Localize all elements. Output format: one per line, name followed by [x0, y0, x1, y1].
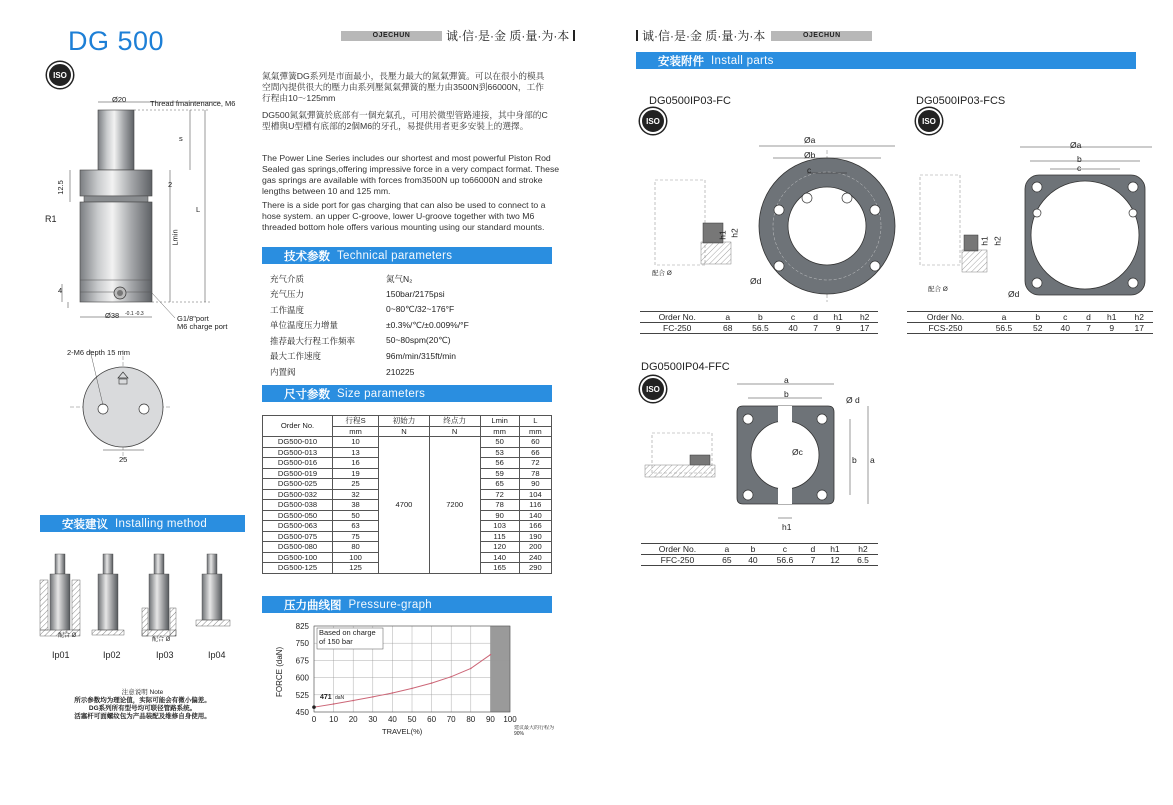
- cell: 68: [714, 323, 741, 334]
- tech-params-header: [262, 247, 552, 264]
- cell: 80: [333, 542, 379, 553]
- cell: 40: [780, 323, 807, 334]
- param-value: 210225: [386, 366, 415, 377]
- label-g18: G1/8"port: [177, 314, 209, 323]
- ffc-label-a-side: a: [870, 455, 875, 465]
- chart-start-label: 471: [320, 694, 332, 702]
- cell: d: [1079, 312, 1098, 323]
- cell: h1: [825, 312, 852, 323]
- ffc-label-a: a: [784, 375, 789, 385]
- install-hole-label-1: 配合 Ø: [58, 633, 77, 639]
- cell: b: [741, 312, 780, 323]
- chart-y-tick: 750: [295, 639, 309, 649]
- unit: mm: [519, 426, 551, 437]
- cell: a: [714, 544, 740, 555]
- ffc-order-table: [641, 543, 878, 566]
- note-block: [40, 689, 245, 721]
- param-key: 充气压力: [270, 289, 305, 300]
- cell: 240: [519, 552, 551, 563]
- cell: DG500-080: [263, 542, 333, 553]
- right-slogan-divider: [636, 30, 638, 41]
- param-key: 内置阀: [270, 366, 296, 377]
- cell: 78: [519, 468, 551, 479]
- fcs-label-a: Øa: [1070, 140, 1082, 150]
- page-title: DG 500: [68, 26, 165, 56]
- chart-x-tick: 20: [348, 715, 358, 724]
- cell: 50: [480, 437, 519, 448]
- label-dia38: Ø38: [105, 311, 120, 320]
- install-parts-header-en: Install parts: [711, 54, 774, 67]
- label-s: s: [179, 134, 183, 143]
- chart-y-tick: 825: [295, 622, 309, 631]
- cell: 166: [519, 521, 551, 532]
- cell: 120: [480, 542, 519, 553]
- cell: 19: [333, 468, 379, 479]
- right-slogan-text: 诚·信·是·金 质·量·为·本: [642, 29, 766, 43]
- cell: 56.6: [766, 555, 804, 566]
- col-l: L: [519, 416, 551, 427]
- pressure-graph-header: [262, 596, 552, 613]
- label-lmin: Lmin: [170, 229, 180, 246]
- install-method-header-cn: 安装建议: [62, 518, 108, 531]
- fc-label-hole: 配合 Ø: [652, 270, 672, 277]
- cell: 32: [333, 489, 379, 500]
- chart-y-tick: 525: [295, 690, 309, 700]
- desc-cn-1: 氮氣彈簧DG系列是市面最小，長壓力最大的氮氣彈簧。可以在很小的模具空間內提供很大的壓力由系列壓氮氣彈簧的壓力由3500N到66000N，工作行程由10～125mm: [262, 71, 545, 103]
- cell: 16: [333, 458, 379, 469]
- ffc-table-header: [641, 544, 878, 555]
- cell: 75: [333, 531, 379, 542]
- param-value: 0~80℃/32~176°F: [386, 304, 455, 315]
- fc-order-table: [640, 311, 878, 334]
- param-row: [270, 271, 469, 287]
- iso-badge: ISO: [47, 62, 73, 88]
- cell: FCS-250: [907, 323, 984, 334]
- gas-spring-drawing: [40, 92, 255, 332]
- cell: 115: [480, 531, 519, 542]
- desc-cn-2: DG500氮氣彈簧於底部有一個充氣孔，可用於微型管路連接，其中身部的C型槽與U型槽有底部的2個M6的牙孔，易提供用者更多安裝上的選擇。: [262, 110, 548, 131]
- label-125: 12.5: [55, 180, 65, 195]
- param-value: ±0.3%/℃/±0.009%/°F: [386, 319, 469, 330]
- ffc-title: DG0500IP04-FFC: [641, 361, 730, 373]
- cell: 7: [804, 555, 822, 566]
- cell: 9: [825, 323, 852, 334]
- chart-x-label: TRAVEL(%): [382, 727, 423, 736]
- label-2: 2: [168, 180, 173, 189]
- cell: d: [804, 544, 822, 555]
- param-row: [270, 364, 469, 380]
- label-l: L: [196, 205, 201, 214]
- cell: 125: [333, 563, 379, 574]
- unit: mm: [333, 426, 379, 437]
- fcs-title: DG0500IP03-FCS: [916, 95, 1006, 107]
- param-row: [270, 349, 469, 365]
- cell: 200: [519, 542, 551, 553]
- cell: 90: [519, 479, 551, 490]
- chart-y-tick: 450: [295, 708, 309, 717]
- chart-x-tick: 30: [368, 715, 378, 724]
- size-table-body: [263, 437, 552, 574]
- label-thread: Thread fmaintenance, M6: [150, 99, 236, 108]
- cell: 90: [480, 510, 519, 521]
- unit: N: [379, 426, 430, 437]
- ffc-label-b: b: [784, 389, 789, 399]
- install-ip02: Ip02: [103, 650, 121, 660]
- chart-annotation: [319, 629, 383, 651]
- cell: DG500-075: [263, 531, 333, 542]
- cell: h1: [822, 544, 848, 555]
- tech-params-header-cn: 技术参数: [284, 250, 330, 263]
- cell: 165: [480, 563, 519, 574]
- cell: DG500-010: [263, 437, 333, 448]
- right-brand-logo: OJECHUN: [771, 31, 872, 41]
- chart-x-tick: 10: [329, 715, 339, 724]
- param-value: 150bar/2175psi: [386, 289, 445, 300]
- right-slogan-bar: [636, 30, 872, 41]
- cell: DG500-019: [263, 468, 333, 479]
- cell: 72: [480, 489, 519, 500]
- cell: 13: [333, 447, 379, 458]
- bottom-view-drawing: [60, 350, 180, 460]
- label-tolerance: -0.1 -0.3: [125, 311, 144, 317]
- param-value: 50~80spm(20℃): [386, 335, 451, 346]
- fcs-label-b: b: [1077, 154, 1082, 164]
- cell: 52: [1024, 323, 1051, 334]
- cell: FFC-250: [641, 555, 714, 566]
- cell: h2: [1125, 312, 1153, 323]
- pressure-graph-header-en: Pressure-graph: [348, 598, 432, 611]
- chart-data-point: [352, 700, 354, 702]
- cell: a: [984, 312, 1024, 323]
- size-table-row: [263, 437, 552, 448]
- slogan-text: 诚·信·是·金 质·量·为·本: [446, 29, 570, 43]
- cell: h2: [851, 312, 878, 323]
- cell: 56.5: [984, 323, 1024, 334]
- cell: 25: [333, 479, 379, 490]
- chart-data-point: [490, 654, 492, 656]
- param-value: 氮气N₂: [386, 273, 413, 284]
- chart-x-tick: 60: [427, 715, 437, 724]
- size-table-header: [263, 416, 552, 427]
- cell: h1: [1098, 312, 1125, 323]
- tech-params-header-en: Technical parameters: [337, 249, 453, 262]
- desc-en-2: There is a side port for gas charging that can also be used to connect to a hose system. an upper C-groove, lower U-groove together with two M6 threaded bottom hole offers various mounting using our standard mounts.: [262, 200, 546, 232]
- label-dia20: Ø20: [112, 95, 127, 104]
- fc-label-c: c: [807, 165, 812, 175]
- install-methods-drawing: [36, 548, 246, 643]
- cell: 78: [480, 500, 519, 511]
- label-m6-depth: 2-M6 depth 15 mm: [67, 348, 130, 357]
- fcs-label-h2: h2: [992, 236, 1003, 246]
- note-line: 活塞杆可面螺纹包为产品装配及维修自身使用。: [74, 713, 211, 720]
- fc-table-header: [640, 312, 878, 323]
- note-title: 注意说明 Note: [121, 689, 164, 696]
- cell: 40: [1051, 323, 1078, 334]
- fc-flange-drawing: [645, 130, 900, 310]
- chart-x-tick: 70: [446, 715, 456, 724]
- cell: 103: [480, 521, 519, 532]
- note-line: DG系列所有型号均可联径管路系统。: [88, 705, 197, 712]
- col-f-initial: 初始力: [379, 416, 430, 427]
- chart-data-point: [411, 688, 413, 690]
- cell: 10: [333, 437, 379, 448]
- install-method-header: [40, 515, 245, 532]
- cell: d: [806, 312, 824, 323]
- install-hole-label-3: 配合 Ø: [152, 637, 171, 643]
- cell: 116: [519, 500, 551, 511]
- fcs-order-table: [907, 311, 1153, 334]
- fcs-label-h1: h1: [979, 236, 990, 246]
- cell: DG500-063: [263, 521, 333, 532]
- chart-annotation-text: Based on charge of 150 bar: [319, 629, 376, 646]
- cell: 65: [480, 479, 519, 490]
- param-key: 推荐最大行程工作频率: [270, 335, 356, 346]
- chart-data-point: [470, 668, 472, 670]
- desc-en-1: The Power Line Series includes our shortest and most powerful Piston Rod Sealed gas springs,offering impressive force in a very compact format. These gas springs are available with forces from3500N up to66000N and stroke lengths between 10 and 125 mm.: [262, 153, 560, 196]
- cell: 63: [333, 521, 379, 532]
- cell: Order No.: [640, 312, 714, 323]
- chart-x-tick: 50: [407, 715, 417, 724]
- cell: DG500-025: [263, 479, 333, 490]
- cell: b: [1024, 312, 1051, 323]
- fc-label-a: Øa: [804, 135, 816, 145]
- ffc-table-row: [641, 555, 878, 566]
- chart-x-tick: 90: [485, 715, 495, 724]
- chart-x-tick: 80: [466, 715, 476, 724]
- label-m6-charge: M6 charge port: [177, 322, 228, 331]
- cell: DG500-032: [263, 489, 333, 500]
- param-row: [270, 302, 469, 318]
- chart-data-point: [450, 676, 452, 678]
- param-row: [270, 318, 469, 334]
- pressure-graph-header-cn: 压力曲线图: [284, 599, 342, 612]
- col-f-end: 终点力: [429, 416, 480, 427]
- chart-start-marker: [312, 705, 316, 709]
- cell: 7: [806, 323, 824, 334]
- param-value: 96m/min/315ft/min: [386, 351, 456, 362]
- cell: 56: [480, 458, 519, 469]
- cell: b: [740, 544, 766, 555]
- param-key: 工作温度: [270, 304, 305, 315]
- cell: 4700: [379, 437, 430, 574]
- cell: 140: [519, 510, 551, 521]
- chart-x-tick: 100: [503, 715, 517, 724]
- col-lmin: Lmin: [480, 416, 519, 427]
- install-parts-header: [636, 52, 1136, 69]
- chart-x-tick: 0: [311, 715, 317, 724]
- cell: DG500-125: [263, 563, 333, 574]
- slogan-divider: [573, 30, 575, 41]
- ffc-label-c: Øc: [792, 447, 803, 457]
- install-ip04: Ip04: [208, 650, 226, 660]
- cell: 290: [519, 563, 551, 574]
- chart-data-point: [431, 682, 433, 684]
- label-4: 4: [58, 286, 63, 295]
- cell: 66: [519, 447, 551, 458]
- chart-start-unit: daN: [335, 695, 345, 702]
- cell: h2: [848, 544, 878, 555]
- cell: 60: [519, 437, 551, 448]
- fc-title: DG0500IP03-FC: [649, 95, 731, 107]
- size-params-header: [262, 385, 552, 402]
- ffc-label-h1: h1: [782, 522, 792, 532]
- chart-x-tick: 40: [387, 715, 397, 724]
- cell: 50: [333, 510, 379, 521]
- cell: 59: [480, 468, 519, 479]
- fc-iso-badge: ISO: [640, 108, 666, 134]
- pressure-chart: [270, 618, 555, 743]
- cell: 40: [740, 555, 766, 566]
- cell: a: [714, 312, 741, 323]
- install-method-header-en: Installing method: [115, 517, 208, 530]
- cell: DG500-100: [263, 552, 333, 563]
- param-row: [270, 333, 469, 349]
- cell: FC-250: [640, 323, 714, 334]
- cell: 17: [1125, 323, 1153, 334]
- cell: DG500-050: [263, 510, 333, 521]
- cell: 72: [519, 458, 551, 469]
- fcs-label-hole: 配合 Ø: [928, 286, 948, 293]
- install-parts-header-cn: 安装附件: [658, 55, 704, 68]
- cell: c: [780, 312, 807, 323]
- cell: 12: [822, 555, 848, 566]
- ffc-iso-badge: ISO: [640, 376, 666, 402]
- unit: N: [429, 426, 480, 437]
- fcs-label-c: c: [1077, 163, 1082, 173]
- param-key: 最大工作速度: [270, 351, 322, 362]
- size-params-header-cn: 尺寸参数: [284, 388, 330, 401]
- cell: 38: [333, 500, 379, 511]
- cell: c: [1051, 312, 1078, 323]
- fc-label-h1: h1: [717, 230, 728, 240]
- col-stroke: 行程S: [333, 416, 379, 427]
- cell: 53: [480, 447, 519, 458]
- cell: 100: [333, 552, 379, 563]
- fcs-iso-badge: ISO: [916, 108, 942, 134]
- note-line: 所示参数均为理论值，实际可能会有微小偏差。: [74, 697, 211, 704]
- ffc-label-d: Ø d: [846, 395, 860, 405]
- label-25: 25: [119, 455, 128, 464]
- fcs-table-header: [907, 312, 1153, 323]
- slogan-bar: [341, 30, 575, 41]
- brand-logo: OJECHUN: [341, 31, 442, 41]
- chart-shaded-note: [514, 725, 555, 741]
- param-row: [270, 287, 469, 303]
- col-order-no: Order No.: [263, 416, 333, 437]
- label-r1: R1: [45, 214, 57, 224]
- fcs-label-d: Ød: [1008, 289, 1020, 299]
- cell: 7200: [429, 437, 480, 574]
- cell: c: [766, 544, 804, 555]
- ffc-label-b-side: b: [852, 455, 857, 465]
- fc-table-row: [640, 323, 878, 334]
- cell: 104: [519, 489, 551, 500]
- param-key: 单位温度压力增量: [270, 320, 339, 331]
- cell: DG500-013: [263, 447, 333, 458]
- cell: 7: [1079, 323, 1098, 334]
- cell: 65: [714, 555, 740, 566]
- cell: DG500-038: [263, 500, 333, 511]
- chart-data-point: [333, 703, 335, 705]
- chart-y-tick: 675: [295, 656, 309, 666]
- size-table: [262, 415, 552, 574]
- cell: Order No.: [907, 312, 984, 323]
- chart-y-tick: 600: [295, 673, 309, 683]
- chart-y-label: FORCE (daN): [275, 646, 284, 697]
- fc-label-d: Ød: [750, 276, 762, 286]
- param-key: 充气介质: [270, 273, 305, 284]
- cell: Order No.: [641, 544, 714, 555]
- chart-data-point: [392, 692, 394, 694]
- cell: 140: [480, 552, 519, 563]
- chart-shaded-note-text: 建议最大的行程为 90%: [514, 725, 555, 737]
- cell: 190: [519, 531, 551, 542]
- size-params-header-en: Size parameters: [337, 387, 426, 400]
- cell: DG500-016: [263, 458, 333, 469]
- cell: 56.5: [741, 323, 780, 334]
- install-ip03: Ip03: [156, 650, 174, 660]
- unit: mm: [480, 426, 519, 437]
- tech-params-list: [270, 271, 469, 380]
- cell: 9: [1098, 323, 1125, 334]
- chart-shaded-region: [490, 626, 510, 712]
- fcs-table-row: [907, 323, 1153, 334]
- install-ip01: Ip01: [52, 650, 70, 660]
- cell: 6.5: [848, 555, 878, 566]
- fc-label-b: Øb: [804, 150, 816, 160]
- fc-label-h2: h2: [729, 228, 740, 238]
- chart-data-point: [372, 696, 374, 698]
- cell: 17: [851, 323, 878, 334]
